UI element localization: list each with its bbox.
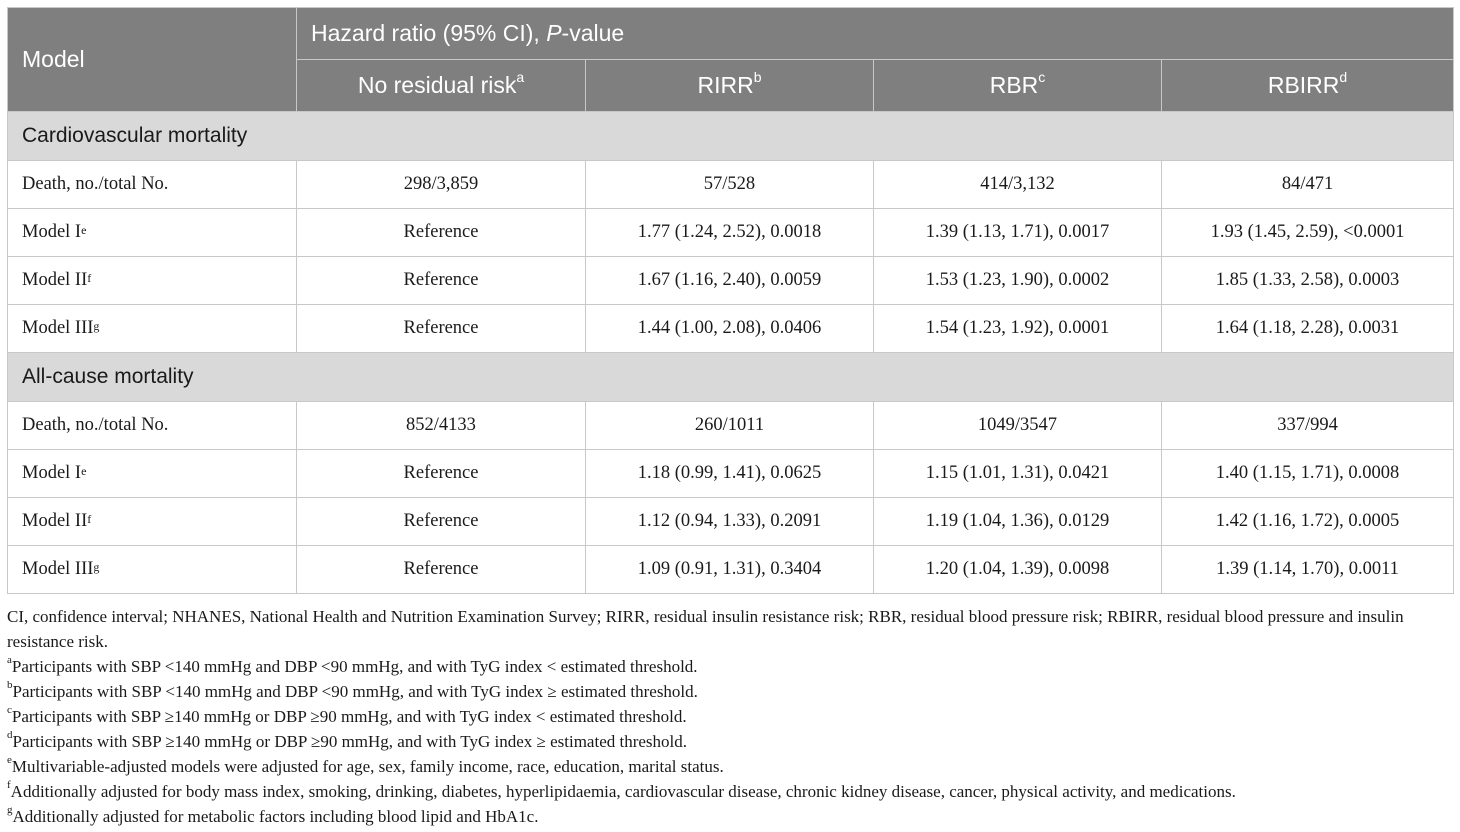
footnote-item: $^g$Additionally adjusted for metabolic factors including blood lipid and HbA1c. bbox=[7, 804, 539, 826]
table-cell: 1.93 (1.45, 2.59), <0.0001 bbox=[1162, 209, 1454, 257]
footnote-list bbox=[7, 654, 1457, 829]
table-row bbox=[8, 546, 1454, 594]
table-cell: 298/3,859 bbox=[297, 161, 586, 209]
row-label: Model III$^g$ bbox=[8, 305, 297, 353]
column-header-rbr: RBR$^c$ bbox=[874, 60, 1162, 112]
table-row bbox=[8, 450, 1454, 498]
table-cell: 852/4133 bbox=[297, 402, 586, 450]
table-body bbox=[8, 112, 1454, 594]
table-row bbox=[8, 257, 1454, 305]
table-cell: 1.18 (0.99, 1.41), 0.0625 bbox=[586, 450, 874, 498]
hazard-ratio-group-header: Hazard ratio (95% CI), P-value bbox=[297, 8, 1454, 60]
footnote-item: $^b$Participants with SBP <140 mmHg and DBP <90 mmHg, and with TyG index ≥ estimated threshold. bbox=[7, 679, 698, 701]
section-row bbox=[8, 353, 1454, 402]
table-cell: 1.54 (1.23, 1.92), 0.0001 bbox=[874, 305, 1162, 353]
row-label: Model $II^f$ bbox=[8, 498, 297, 546]
table-cell: 57/528 bbox=[586, 161, 874, 209]
table-cell: 1.20 (1.04, 1.39), 0.0098 bbox=[874, 546, 1162, 594]
table-cell: Reference bbox=[297, 209, 586, 257]
table-cell: 414/3,132 bbox=[874, 161, 1162, 209]
table-row bbox=[8, 498, 1454, 546]
row-label: Model Ie bbox=[8, 209, 297, 257]
table-cell: 1049/3547 bbox=[874, 402, 1162, 450]
table-cell: 1.44 (1.00, 2.08), 0.0406 bbox=[586, 305, 874, 353]
table-cell: Reference bbox=[297, 257, 586, 305]
table-cell: 260/1011 bbox=[586, 402, 874, 450]
table-footnotes bbox=[7, 604, 1457, 829]
column-header-rbirr: RBIRR$^d$ bbox=[1162, 60, 1454, 112]
row-label: Death, no./total No. bbox=[8, 402, 297, 450]
table-cell: 1.19 (1.04, 1.36), 0.0129 bbox=[874, 498, 1162, 546]
table-cell: 1.39 (1.14, 1.70), 0.0011 bbox=[1162, 546, 1454, 594]
section-title: Cardiovascular mortality bbox=[8, 112, 1454, 161]
column-header-no-residual-risk: No residual risk$^a$ bbox=[297, 60, 586, 112]
table-cell: 1.53 (1.23, 1.90), 0.0002 bbox=[874, 257, 1162, 305]
column-header-rirr: RIRR$^b$ bbox=[586, 60, 874, 112]
footnote-item: $^a$Participants with SBP <140 mmHg and DBP <90 mmHg, and with TyG index < estimated threshold. bbox=[7, 654, 698, 676]
table-cell: 1.09 (0.91, 1.31), 0.3404 bbox=[586, 546, 874, 594]
row-label: Death, no./total No. bbox=[8, 161, 297, 209]
row-label: Model $II^f$ bbox=[8, 257, 297, 305]
table-row bbox=[8, 402, 1454, 450]
table-cell: 337/994 bbox=[1162, 402, 1454, 450]
footnote-item: $^c$Participants with SBP ≥140 mmHg or DBP ≥90 mmHg, and with TyG index < estimated threshold. bbox=[7, 704, 687, 726]
row-label: Model III$^g$ bbox=[8, 546, 297, 594]
footnote-item: $^e$Multivariable-adjusted models were adjusted for age, sex, family income, race, education, marital status. bbox=[7, 754, 724, 776]
table-cell: Reference bbox=[297, 305, 586, 353]
table-cell: Reference bbox=[297, 450, 586, 498]
table-row bbox=[8, 161, 1454, 209]
model-column-header: Model bbox=[8, 8, 297, 112]
abbreviations-note: CI, confidence interval; NHANES, National Health and Nutrition Examination Survey; RIRR, residual insulin resistance risk; RBR, residual blood pressure risk; RBIRR, residual blood pressure and insulin resistance risk. bbox=[7, 607, 1404, 651]
table-cell: 1.67 (1.16, 2.40), 0.0059 bbox=[586, 257, 874, 305]
table-cell: 1.39 (1.13, 1.71), 0.0017 bbox=[874, 209, 1162, 257]
table-cell: 1.42 (1.16, 1.72), 0.0005 bbox=[1162, 498, 1454, 546]
table-cell: 1.12 (0.94, 1.33), 0.2091 bbox=[586, 498, 874, 546]
table-row bbox=[8, 305, 1454, 353]
footnote-item: $^d$Participants with SBP ≥140 mmHg or DBP ≥90 mmHg, and with TyG index ≥ estimated threshold. bbox=[7, 729, 688, 751]
table-cell: 1.40 (1.15, 1.71), 0.0008 bbox=[1162, 450, 1454, 498]
row-label: Model Ie bbox=[8, 450, 297, 498]
table-cell: 1.85 (1.33, 2.58), 0.0003 bbox=[1162, 257, 1454, 305]
table-cell: 1.64 (1.18, 2.28), 0.0031 bbox=[1162, 305, 1454, 353]
table-cell: Reference bbox=[297, 546, 586, 594]
table-cell: 1.15 (1.01, 1.31), 0.0421 bbox=[874, 450, 1162, 498]
table-cell: 84/471 bbox=[1162, 161, 1454, 209]
section-title: All-cause mortality bbox=[8, 353, 1454, 402]
footnote-item: $^f$Additionally adjusted for body mass index, smoking, drinking, diabetes, hyperlipidaemia, cardiovascular disease, chronic kidney disease, cancer, physical activity, and medications. bbox=[7, 779, 1236, 801]
table-cell: Reference bbox=[297, 498, 586, 546]
hazard-ratio-table bbox=[7, 7, 1454, 594]
section-row bbox=[8, 112, 1454, 161]
table-row bbox=[8, 209, 1454, 257]
table-cell: 1.77 (1.24, 2.52), 0.0018 bbox=[586, 209, 874, 257]
